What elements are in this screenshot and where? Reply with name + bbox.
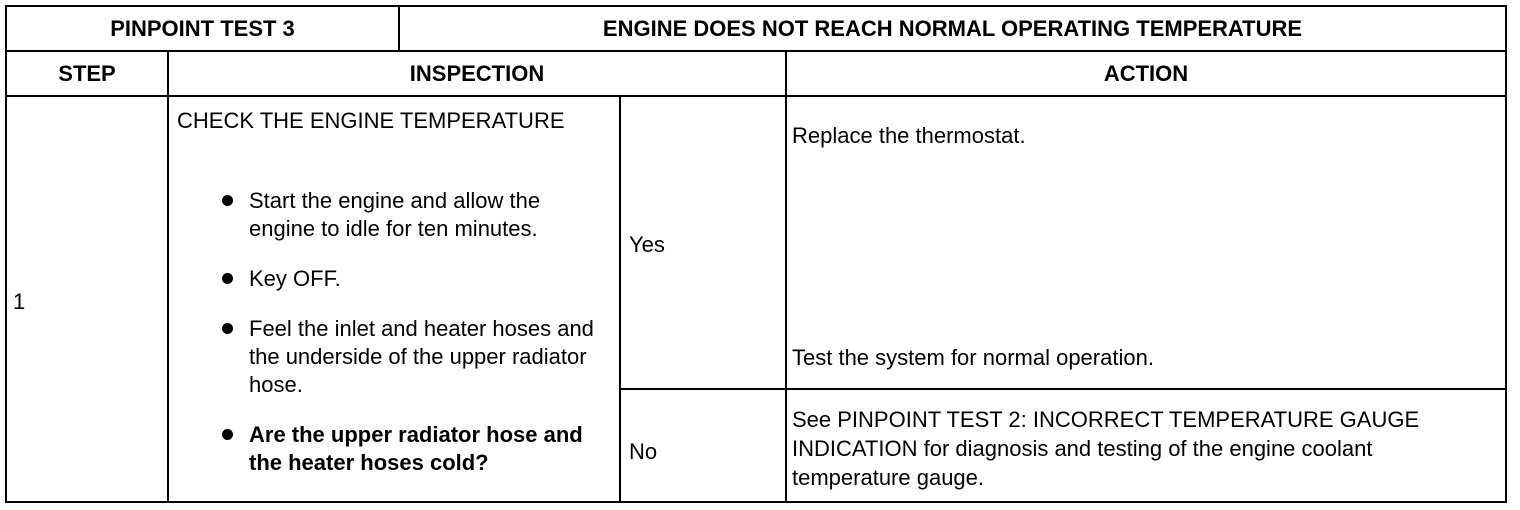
- action-header: ACTION: [1103, 60, 1189, 86]
- step-column-divider: [167, 52, 169, 501]
- step-header-cell: [7, 52, 167, 95]
- pinpoint-test-table: [5, 5, 1507, 503]
- action-test-system: Test the system for normal operation.: [792, 345, 1154, 370]
- bullet-key-off: Key OFF.: [215, 265, 595, 293]
- inspection-bullets: [215, 187, 595, 477]
- bullet-feel-hoses: Feel the inlet and heater hoses and the underside of the upper radiator hose.: [215, 315, 595, 399]
- inspection-title: CHECK THE ENGINE TEMPERATURE: [177, 108, 565, 133]
- test-title: ENGINE DOES NOT REACH NORMAL OPERATING TEMPERATURE: [602, 15, 1303, 41]
- step-header: STEP: [58, 60, 116, 86]
- test-name-cell: [7, 7, 398, 50]
- yes-no-divider: [621, 388, 1505, 390]
- action-see-pinpoint-test-2: See PINPOINT TEST 2: INCORRECT TEMPERATURE GAUGE INDICATION for diagnosis and testing of the engine coolant temperature gauge.: [792, 407, 1420, 490]
- inspection-header: INSPECTION: [409, 60, 545, 86]
- action-column-divider: [785, 52, 787, 501]
- title-row: [7, 7, 1505, 52]
- no-label: No: [629, 439, 658, 464]
- test-title-cell: [400, 7, 1505, 50]
- header-row: [7, 52, 1505, 97]
- test-name: PINPOINT TEST 3: [110, 15, 295, 41]
- step-number: 1: [13, 289, 26, 314]
- bullet-question: Are the upper radiator hose and the heater hoses cold?: [215, 421, 595, 477]
- yes-label: Yes: [629, 232, 665, 257]
- action-replace-thermostat: Replace the thermostat.: [792, 123, 1026, 148]
- bullet-start-engine: Start the engine and allow the engine to idle for ten minutes.: [215, 187, 595, 243]
- action-header-cell: [787, 52, 1505, 95]
- answer-column-divider: [619, 97, 621, 501]
- inspection-header-cell: [169, 52, 785, 95]
